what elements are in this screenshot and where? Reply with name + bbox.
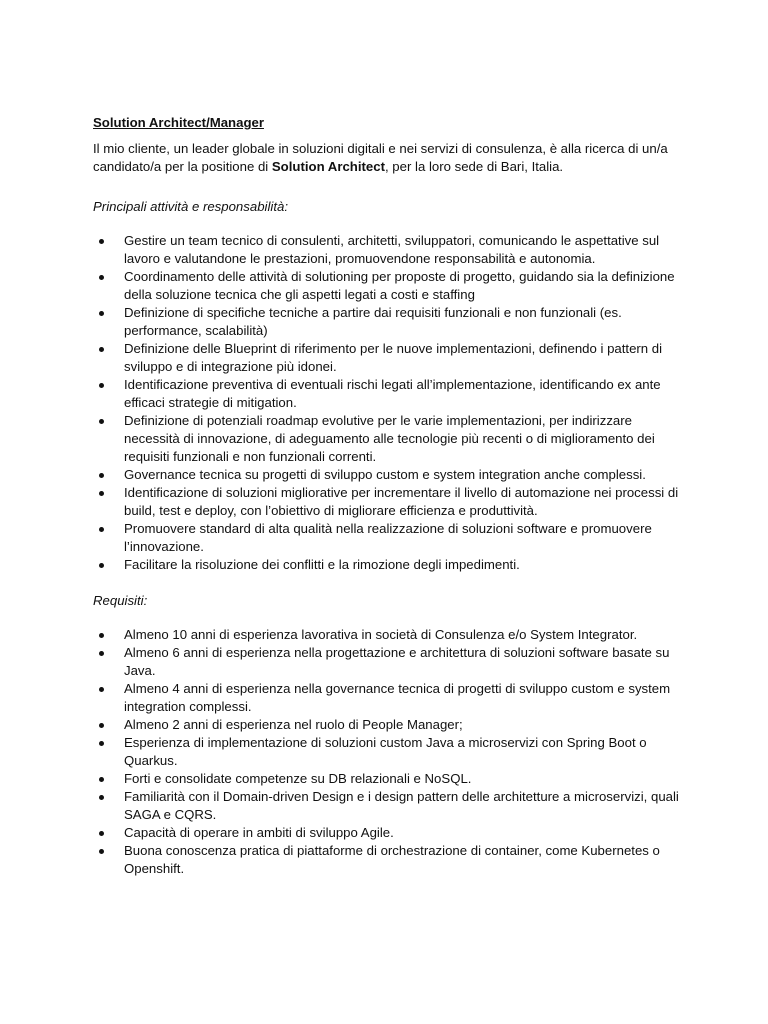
responsibilities-list bbox=[93, 232, 683, 574]
list-item bbox=[93, 626, 683, 644]
bullet-icon bbox=[99, 795, 104, 800]
list-item bbox=[93, 644, 683, 680]
list-item-text: Almeno 10 anni di esperienza lavorativa in società di Consulenza e/o System Integrator. bbox=[124, 627, 638, 642]
bullet-icon bbox=[99, 275, 104, 280]
list-item-text: Identificazione di soluzioni migliorative per incrementare il livello di automazione nei processi di build, test e deploy, con l’obiettivo di migliorare efficienza e produttività. bbox=[124, 485, 679, 518]
list-item bbox=[93, 842, 683, 878]
bullet-icon bbox=[99, 527, 104, 532]
list-item-text: Almeno 4 anni di esperienza nella governance tecnica di progetti di sviluppo custom e system integration complessi. bbox=[124, 681, 671, 714]
bullet-icon bbox=[99, 687, 104, 692]
list-item bbox=[93, 734, 683, 770]
list-item bbox=[93, 466, 683, 484]
list-item bbox=[93, 376, 683, 412]
document-page bbox=[93, 114, 683, 896]
document-title: Solution Architect/Manager bbox=[93, 115, 264, 130]
list-item-text: Familiarità con il Domain-driven Design e i design pattern delle architetture a microservizi, quali SAGA e CQRS. bbox=[124, 789, 679, 822]
list-item-text: Promuovere standard di alta qualità nella realizzazione di soluzioni software e promuovere l’innovazione. bbox=[124, 521, 652, 554]
list-item-text: Gestire un team tecnico di consulenti, architetti, sviluppatori, comunicando le aspettative sul lavoro e valutandone le prestazioni, promuovendone responsabilità e autonomia. bbox=[124, 233, 660, 266]
list-item bbox=[93, 680, 683, 716]
bullet-icon bbox=[99, 723, 104, 728]
requirements-heading: Requisiti: bbox=[93, 593, 148, 608]
bullet-icon bbox=[99, 491, 104, 496]
list-item bbox=[93, 556, 683, 574]
bullet-icon bbox=[99, 651, 104, 656]
list-item bbox=[93, 340, 683, 376]
bullet-icon bbox=[99, 741, 104, 746]
bullet-icon bbox=[99, 473, 104, 478]
list-item bbox=[93, 304, 683, 340]
list-item-text: Definizione delle Blueprint di riferimento per le nuove implementazioni, definendo i pattern di sviluppo e di integrazione più idonei. bbox=[124, 341, 663, 374]
bullet-icon bbox=[99, 383, 104, 388]
list-item bbox=[93, 268, 683, 304]
list-item-text: Coordinamento delle attività di solutioning per proposte di progetto, guidando sia la definizione della soluzione tecnica che gli aspetti legati a costi e staffing bbox=[124, 269, 675, 302]
list-item-text: Almeno 2 anni di esperienza nel ruolo di People Manager; bbox=[124, 717, 463, 732]
bullet-icon bbox=[99, 239, 104, 244]
bullet-icon bbox=[99, 563, 104, 568]
intro-role: Solution Architect bbox=[271, 159, 385, 174]
list-item-text: Definizione di specifiche tecniche a partire dai requisiti funzionali e non funzionali (es. performance, scalabilità) bbox=[124, 305, 622, 338]
responsibilities-heading: Principali attività e responsabilità: bbox=[93, 199, 288, 214]
intro-paragraph bbox=[93, 140, 683, 176]
list-item bbox=[93, 520, 683, 556]
bullet-icon bbox=[99, 849, 104, 854]
list-item bbox=[93, 770, 683, 788]
list-item bbox=[93, 716, 683, 734]
bullet-icon bbox=[99, 777, 104, 782]
list-item-text: Governance tecnica su progetti di sviluppo custom e system integration anche complessi. bbox=[124, 467, 646, 482]
requirements-list bbox=[93, 626, 683, 878]
list-item-text: Forti e consolidate competenze su DB relazionali e NoSQL. bbox=[124, 771, 472, 786]
list-item-text: Buona conoscenza pratica di piattaforme di orchestrazione di container, come Kubernetes o Openshift. bbox=[124, 843, 660, 876]
bullet-icon bbox=[99, 311, 104, 316]
list-item-text: Esperienza di implementazione di soluzioni custom Java a microservizi con Spring Boot o Quarkus. bbox=[124, 735, 647, 768]
list-item-text: Capacità di operare in ambiti di sviluppo Agile. bbox=[124, 825, 394, 840]
bullet-icon bbox=[99, 831, 104, 836]
bullet-icon bbox=[99, 347, 104, 352]
intro-text-part1: Il mio cliente, un leader globale in soluzioni digitali e nei servizi di consulenza, è alla ricerca di un/a candidato/a per la positione di bbox=[93, 141, 668, 174]
bullet-icon bbox=[99, 633, 104, 638]
list-item bbox=[93, 412, 683, 466]
list-item bbox=[93, 788, 683, 824]
list-item bbox=[93, 484, 683, 520]
bullet-icon bbox=[99, 419, 104, 424]
list-item-text: Almeno 6 anni di esperienza nella progettazione e architettura di soluzioni software basate su Java. bbox=[124, 645, 670, 678]
list-item bbox=[93, 824, 683, 842]
list-item-text: Identificazione preventiva di eventuali rischi legati all’implementazione, identificando ex ante efficaci strategie di mitigation. bbox=[124, 377, 661, 410]
list-item-text: Facilitare la risoluzione dei conflitti e la rimozione degli impedimenti. bbox=[124, 557, 520, 572]
list-item bbox=[93, 232, 683, 268]
list-item-text: Definizione di potenziali roadmap evolutive per le varie implementazioni, per indirizzare necessità di innovazione, di adeguamento alle tecnologie più recenti o di miglioramento dei requisiti funzionali e non funzionali correnti. bbox=[124, 413, 655, 464]
intro-text-part2: , per la loro sede di Bari, Italia. bbox=[384, 159, 564, 174]
